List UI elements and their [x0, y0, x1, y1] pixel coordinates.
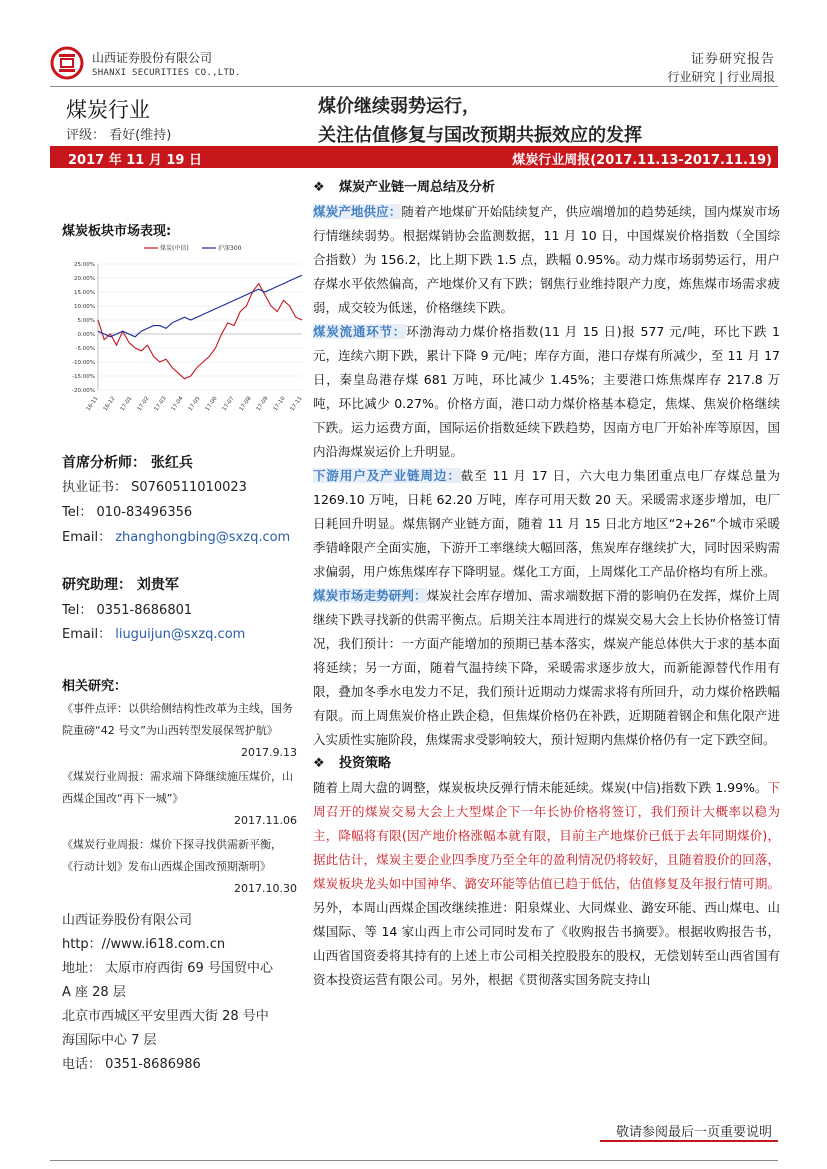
x-tick-label: 17-03 — [153, 395, 168, 413]
x-tick-label: 17-02 — [136, 395, 151, 413]
x-tick-label: 17-09 — [255, 395, 270, 413]
diamond-bullet-icon: ❖ — [313, 180, 325, 195]
assistant-email-row — [62, 623, 245, 642]
x-tick-label: 17-08 — [238, 395, 253, 413]
related-date: 2017.11.06 — [234, 814, 297, 827]
y-tick-label: 5.00% — [77, 318, 95, 324]
report-date: 2017 年 11 月 19 日 — [68, 153, 202, 168]
address-line: 北京市西城区平安里西大街 28 号中 — [62, 1009, 269, 1024]
legend-label: 煤炭(中信) — [160, 245, 189, 252]
x-tick-label: 16-12 — [102, 395, 117, 413]
x-tick-label: 17-06 — [204, 395, 219, 413]
address-line: A 座 28 层 — [62, 985, 126, 1000]
footer-note-box — [600, 1120, 778, 1142]
related-item[interactable] — [62, 834, 297, 900]
related-date: 2017.10.30 — [234, 882, 297, 895]
x-tick-label: 17-04 — [170, 395, 185, 413]
paragraph-outlook: 煤炭市场走势研判：煤炭社会库存增加、需求端数据下滑的影响仍在发挥，煤价上周继续下跌寻找新的供需平衡点。后期关注本周进行的煤炭交易大会上长协价格签订情况，我们预计：一方面产能增加的预期已基本落实，煤炭产能总体供大于求的基本面将延续；另一方面，随着气温持续下降，采暖需求逐步放大，而新能源替代作用有限，叠加冬季水电发力不足，我们预计近期动力煤需求将有所回升，动力煤价格跌幅有限。而上周焦炭价格止跌企稳，但焦煤价格仍在补跌，近期随着钢企和焦化限产进入实质性实施阶段，焦煤需求受影响较大，预计短期内焦煤价格仍有一定下跌空间。 — [313, 588, 780, 747]
highlighted-text: 下周召开的煤炭交易大会上大型煤企下一年长协价格将签订，我们预计大概率以稳为主，降幅将有限(因产地价格涨幅本就有限，目前主产地煤价已低于去年同期煤价)，据此估计，煤炭主要企业四季度乃至全年的盈利情况仍将较好，且随着股价的回落，煤炭板块龙头如中国神华、潞安环能等估值已趋于低估，估值修复及年报行情可期。 — [313, 780, 780, 891]
footer-note: 敬请参阅最后一页重要说明 — [615, 1125, 772, 1140]
footer-divider — [50, 1160, 778, 1161]
related-title: 《煤炭行业周报：煤价下探寻找供需新平衡，《行动计划》发布山西煤企国改预期渐明》 — [62, 838, 282, 873]
keyword-label: 煤炭市场走势研判： — [313, 588, 427, 603]
x-tick-label: 16-11 — [85, 395, 100, 413]
x-tick-label: 17-01 — [119, 395, 134, 413]
rating: 评级： 看好(维持) — [66, 128, 172, 143]
paragraph-circulation: 煤炭流通环节：环渤海动力煤价格指数(11 月 15 日)报 577 元/吨，环比下跌 1 元，连续六期下跌，累计下降 9 元/吨；库存方面，港口存煤有所减少，至 11 月 17 日，秦皇岛港存煤 681 万吨，环比减少 1.45%；主要港口炼焦煤库存 217.8 万吨，环比减少 0.27%。价格方面，港口动力煤价格基本稳定，焦煤、焦炭价格继续下跌。运力运费方面，国际运价指数延续下跌趋势，因南方电厂开始补库等原因，国内沿海煤炭运价上升明显。 — [313, 324, 780, 459]
address-line: 海国际中心 7 层 — [62, 1033, 157, 1048]
related-date: 2017.9.13 — [241, 746, 297, 759]
legend-label: 沪深300 — [218, 245, 242, 252]
address-company: 山西证券股份有限公司 — [62, 913, 193, 928]
market-heading: 煤炭板块市场表现: — [62, 224, 172, 239]
assistant-name: 研究助理： 刘贵军 — [62, 577, 179, 593]
related-heading: 相关研究： — [62, 679, 128, 694]
related-title: 《事件点评：以供给侧结构性改革为主线，国务院重磅“42 号文”为山西转型发展保驾护航》 — [62, 702, 293, 737]
y-tick-label: -15.00% — [72, 374, 95, 380]
date-banner — [50, 146, 778, 168]
diamond-bullet-icon: ❖ — [313, 756, 325, 771]
header-divider — [50, 86, 778, 87]
company-name-en: SHANXI SECURITIES CO.,LTD. — [92, 68, 241, 78]
related-item[interactable] — [62, 698, 297, 764]
y-tick-label: 20.00% — [74, 276, 95, 282]
y-tick-label: 15.00% — [74, 290, 95, 296]
email-label: Email： — [62, 627, 112, 642]
assistant-email-link[interactable]: liuguijun@sxzq.com — [115, 627, 246, 642]
analyst-email-row — [62, 526, 290, 545]
analyst-tel: Tel： 010-83496356 — [62, 505, 193, 520]
related-title: 《煤炭行业周报：需求端下降继续施压煤价，山西煤企国改“再下一城”》 — [62, 770, 293, 805]
report-title-line1: 煤价继续弱势运行， — [318, 96, 480, 117]
address-line: 地址： 太原市府西街 69 号国贸中心 — [62, 961, 273, 976]
keyword-label: 煤炭产地供应： — [313, 204, 402, 219]
x-tick-label: 17-10 — [272, 395, 287, 413]
company-name-cn: 山西证券股份有限公司 — [92, 51, 213, 65]
sector-name: 煤炭行业 — [66, 98, 150, 122]
section-heading: ❖ 投资策略 — [313, 752, 780, 776]
y-tick-label: 10.00% — [74, 304, 95, 310]
main-content — [313, 176, 780, 992]
y-tick-label: -10.00% — [72, 360, 95, 366]
related-item[interactable] — [62, 766, 297, 832]
keyword-label: 下游用户及产业链周边： — [313, 468, 461, 483]
paragraph-strategy: 随着上周大盘的调整，煤炭板块反弹行情未能延续。煤炭(中信)指数下跌 1.99%。下周召开的煤炭交易大会上大型煤企下一年长协价格将签订，我们预计大概率以稳为主，降幅将有限(因产地价格涨幅本就有限，目前主产地煤价已低于去年同期煤价)，据此估计，煤炭主要企业四季度乃至全年的盈利情况仍将较好，且随着股价的回落，煤炭板块龙头如中国神华、潞安环能等估值已趋于低估，估值修复及年报行情可期。另外，本周山西煤企国改继续推进：阳泉煤业、大同煤业、潞安环能、西山煤电、山煤国际、等 14 家山西上市公司同时发布了《收购报告书摘要》。根据收购报告书，山西省国资委将其持有的上述上市公司相关控股股东的股权，无偿划转至山西省国有资本投资运营有限公司。另外，根据《贯彻落实国务院支持山 — [313, 780, 780, 987]
market-performance-chart — [56, 240, 306, 420]
license-number: 执业证书： S0760511010023 — [62, 480, 247, 495]
email-label: Email： — [62, 530, 112, 545]
analyst-name: 首席分析师： 张红兵 — [62, 455, 193, 471]
report-type: 证券研究报告 — [690, 52, 775, 67]
y-tick-label: 25.00% — [74, 262, 95, 268]
x-tick-label: 17-07 — [221, 395, 236, 413]
report-subtype: 行业研究 | 行业周报 — [667, 70, 775, 84]
y-tick-label: -20.00% — [72, 388, 95, 394]
company-logo-icon — [50, 46, 84, 80]
x-tick-label: 17-11 — [289, 395, 304, 413]
analyst-email-link[interactable]: zhanghongbing@sxzq.com — [115, 530, 291, 545]
series-line — [98, 284, 302, 379]
weekly-range: 煤炭行业周报(2017.11.13-2017.11.19) — [512, 153, 772, 168]
y-tick-label: 0.00% — [77, 332, 95, 338]
address-website[interactable]: http：//www.i618.com.cn — [62, 937, 226, 952]
x-tick-label: 17-05 — [187, 395, 202, 413]
report-title-line2: 关注估值修复与国改预期共振效应的发挥 — [318, 125, 642, 146]
y-tick-label: -5.00% — [75, 346, 95, 352]
paragraph-supply: 煤炭产地供应：随着产地煤矿开始陆续复产，供应端增加的趋势延续，国内煤炭市场行情继续弱势。根据煤销协会监测数据，11 月 10 日，中国煤炭价格指数（全国综合指数）为 156.2，比上期下跌 1.5 点，跌幅 0.95%。动力煤市场弱势运行，用户存煤水平依然偏高，产地煤价又有下跌；钢焦行业维持限产力度，炼焦煤市场需求疲弱，成交较为低迷，价格继续下跌。 — [313, 204, 780, 315]
assistant-tel: Tel： 0351-8686801 — [62, 603, 193, 618]
paragraph-downstream: 下游用户及产业链周边：截至 11 月 17 日，六大电力集团重点电厂存煤总量为 1269.10 万吨，日耗 62.20 万吨，库存可用天数 20 天。采暖需求逐步增加，电厂日耗回升明显。煤焦钢产业链方面，随着 11 月 15 日北方地区“2+26”个城市采暖季错峰限产全面实施，下游开工率继续大幅回落，焦炭库存继续扩大，同时因采购需求偏弱，用户炼焦煤库存下降明显。煤化工方面，上周煤化工产品价格均有所上涨。 — [313, 468, 780, 579]
section-heading: ❖ 煤炭产业链一周总结及分析 — [313, 176, 780, 200]
address-phone: 电话： 0351-8686986 — [62, 1057, 201, 1072]
keyword-label: 煤炭流通环节： — [313, 324, 407, 339]
